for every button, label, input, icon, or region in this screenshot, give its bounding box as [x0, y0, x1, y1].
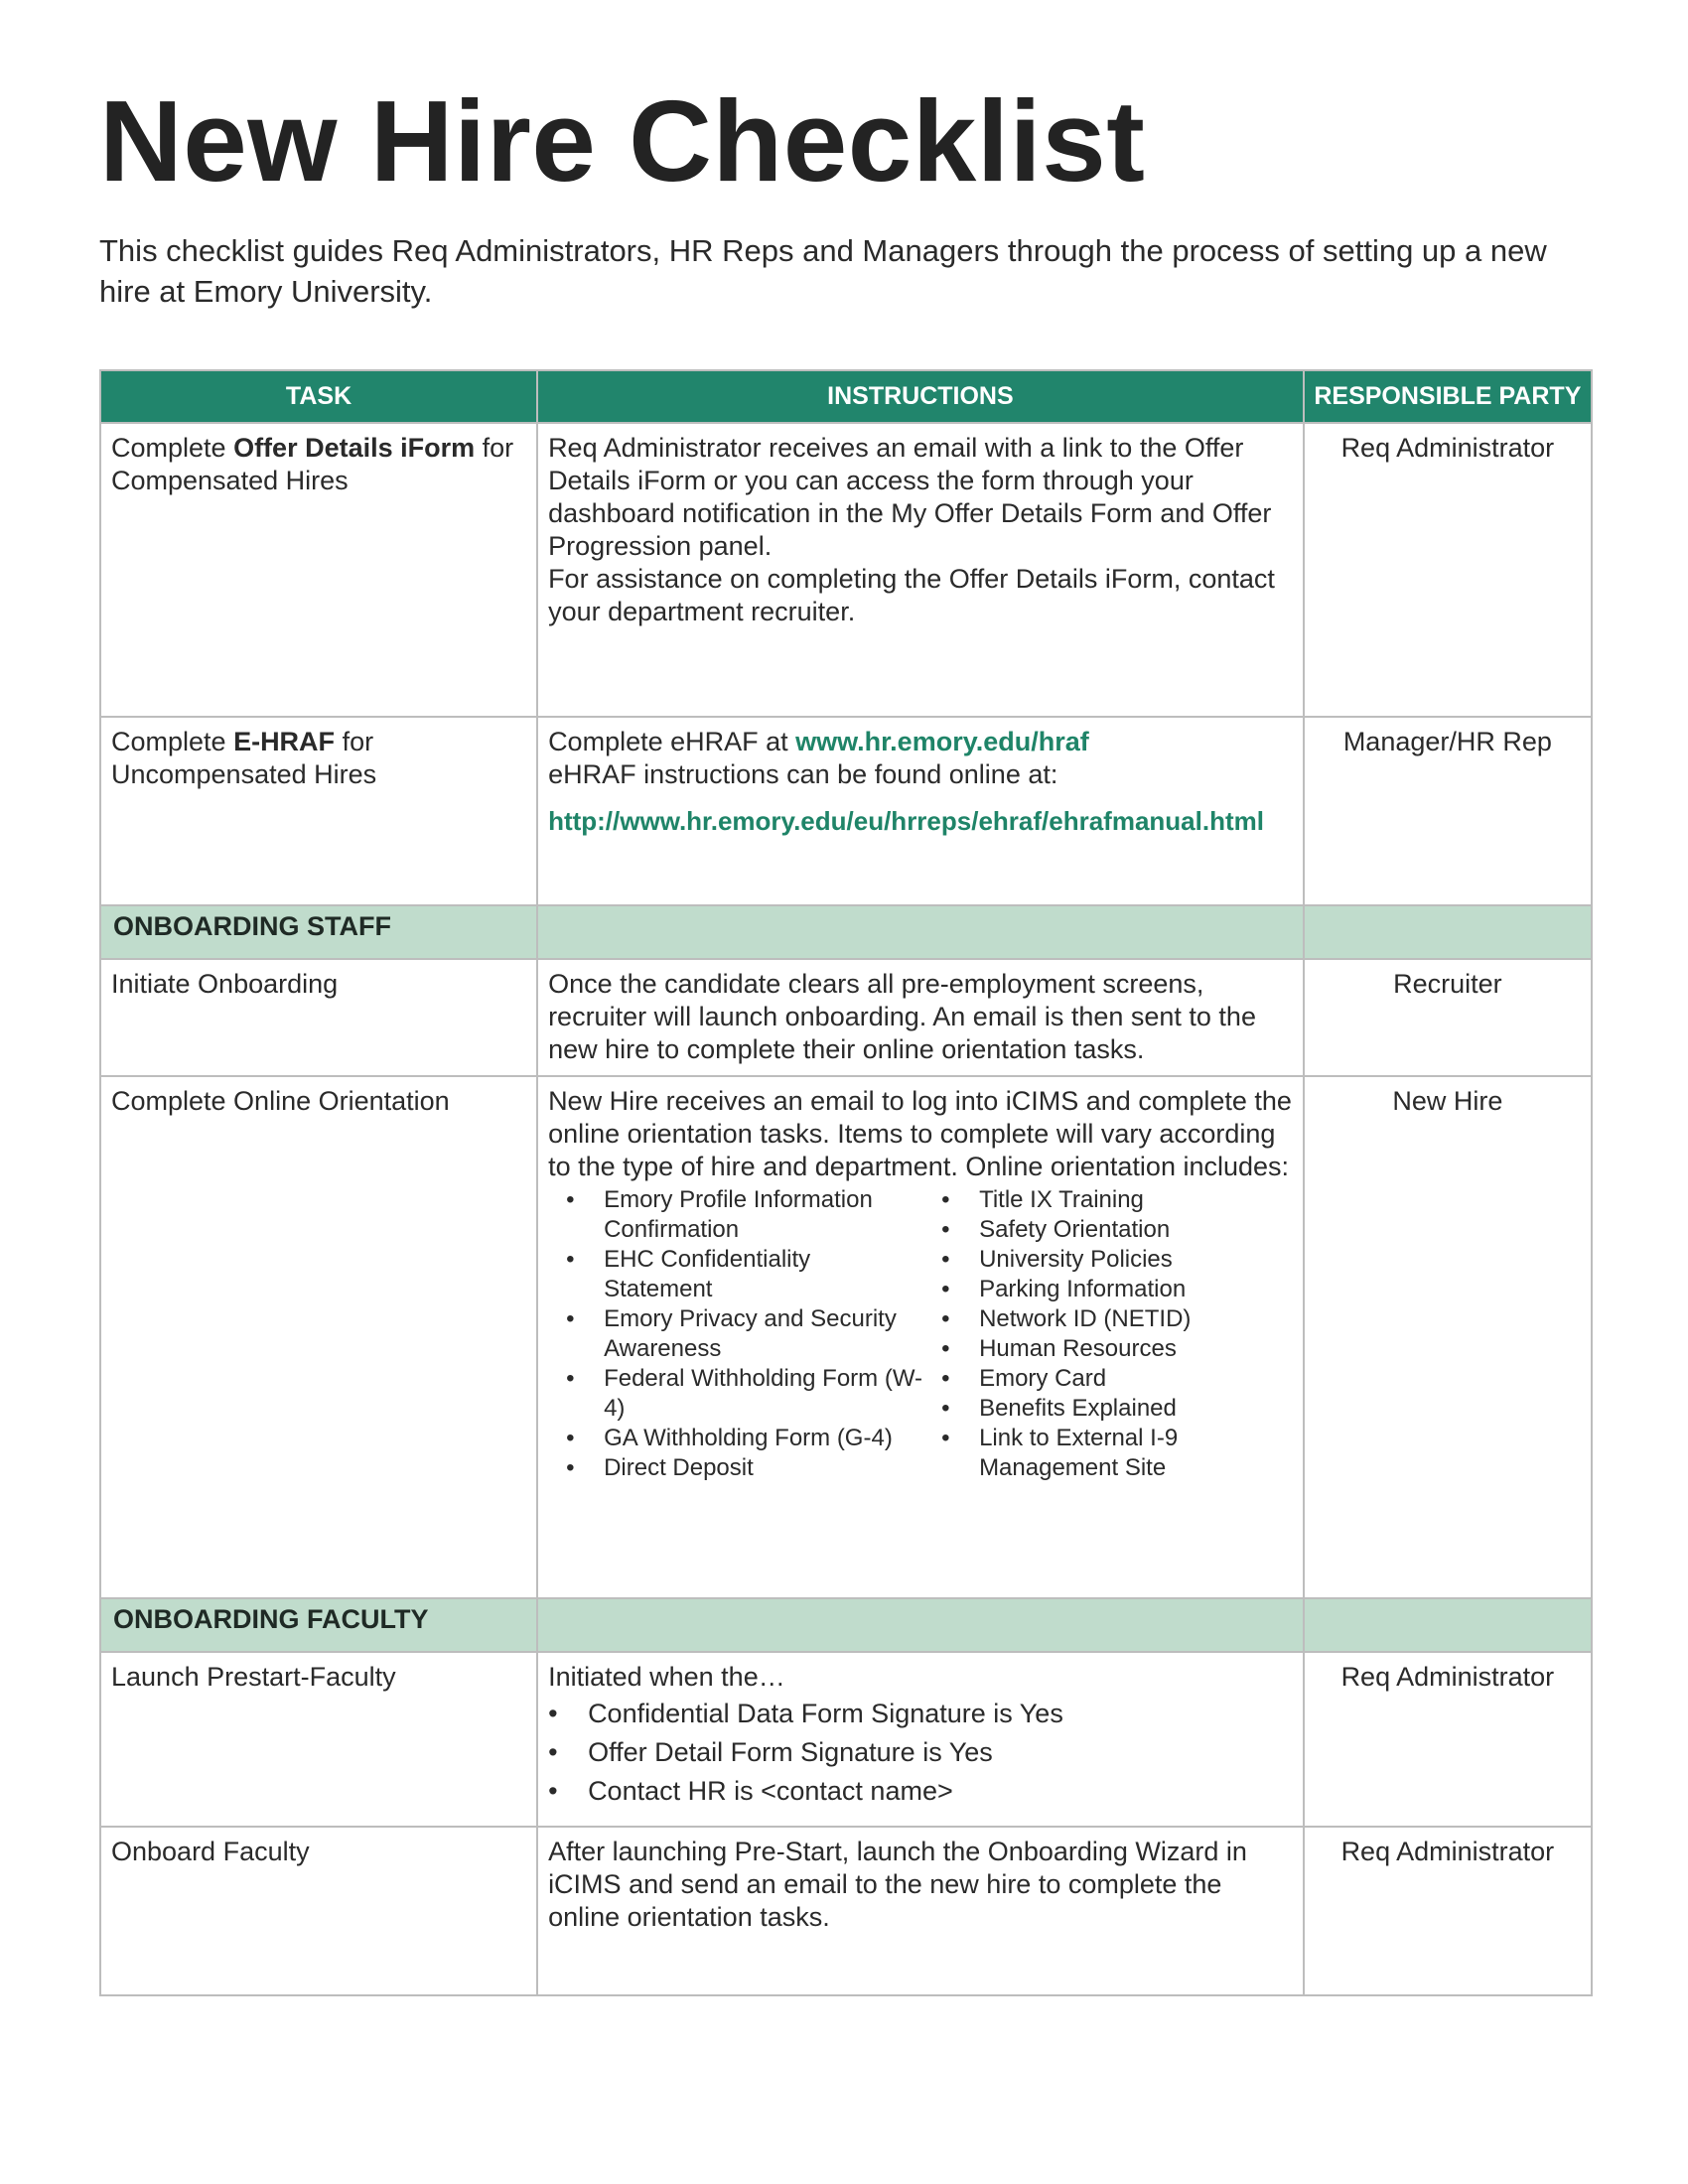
instructions-cell: [537, 1652, 1304, 1827]
task-cell: Launch Prestart-Faculty: [100, 1652, 537, 1827]
table-row: [100, 423, 1592, 717]
instructions-text: For assistance on completing the Offer Details iForm, contact your department recruiter.: [548, 564, 1275, 626]
list-item: • Offer Detail Form Signature is Yes: [548, 1736, 1293, 1769]
section-row-onboarding-staff: [100, 905, 1592, 959]
table-row: [100, 717, 1592, 905]
instructions-cell: [537, 423, 1304, 717]
task-cell: Initiate Onboarding: [100, 959, 537, 1076]
section-title: ONBOARDING FACULTY: [100, 1598, 537, 1652]
header-instructions: INSTRUCTIONS: [537, 370, 1304, 423]
orientation-list-right: [923, 1185, 1261, 1483]
table-row: [100, 959, 1592, 1076]
responsible-party-cell: New Hire: [1304, 1076, 1592, 1598]
instructions-cell: [537, 717, 1304, 905]
task-bold: E-HRAF: [233, 727, 336, 756]
responsible-party-cell: Req Administrator: [1304, 423, 1592, 717]
list-item: • Contact HR is <contact name>: [548, 1775, 1293, 1808]
list-item: • Network ID (NETID): [923, 1304, 1261, 1334]
task-bold: Offer Details iForm: [233, 433, 476, 463]
section-spacer: [537, 905, 1304, 959]
task-cell: Complete Online Orientation: [100, 1076, 537, 1598]
task-text: Complete: [111, 727, 234, 756]
task-text: for Compensated Hires: [111, 433, 514, 495]
checklist-table: [99, 369, 1593, 1996]
instructions-cell: After launching Pre-Start, launch the Onboarding Wizard in iCIMS and send an email to the new hire to complete the online orientation tasks.: [537, 1827, 1304, 1995]
table-row: [100, 1827, 1592, 1995]
list-item: • Emory Privacy and Security Awareness: [548, 1304, 923, 1364]
responsible-party-cell: Req Administrator: [1304, 1652, 1592, 1827]
responsible-party-cell: Manager/HR Rep: [1304, 717, 1592, 905]
list-item: • Parking Information: [923, 1275, 1261, 1304]
orientation-list-left: [548, 1185, 923, 1483]
task-cell: [100, 423, 537, 717]
orientation-list: [548, 1185, 1293, 1483]
instructions-text: New Hire receives an email to log into iCIMS and complete the online orientation tasks. Items to complete will vary according to the type of hire and department. Online orientation includes:: [548, 1086, 1292, 1181]
section-spacer: [537, 1598, 1304, 1652]
hraf-link[interactable]: www.hr.emory.edu/hraf: [795, 727, 1089, 756]
table-row: [100, 1076, 1592, 1598]
list-item: • Safety Orientation: [923, 1215, 1261, 1245]
section-title: ONBOARDING STAFF: [100, 905, 537, 959]
intro-paragraph: This checklist guides Req Administrators, HR Reps and Managers through the process of setting up a new hire at Emory University.: [99, 233, 1547, 309]
list-item: • Link to External I-9 Management Site: [923, 1424, 1261, 1483]
list-item: • Emory Profile Information Confirmation: [548, 1185, 923, 1245]
table-header-row: [100, 370, 1592, 423]
page-title: New Hire Checklist: [99, 76, 1146, 205]
list-item: • GA Withholding Form (G-4): [548, 1424, 923, 1453]
list-item: • Federal Withholding Form (W-4): [548, 1364, 923, 1424]
instructions-text: Req Administrator receives an email with a link to the Offer Details iForm or you can access the form through your dashboard notification in the My Offer Details Form and Offer Progression panel.: [548, 433, 1272, 561]
section-row-onboarding-faculty: [100, 1598, 1592, 1652]
list-item: • Emory Card: [923, 1364, 1261, 1394]
ehraf-manual-link[interactable]: http://www.hr.emory.edu/eu/hrreps/ehraf/ehrafmanual.html: [548, 806, 1264, 836]
responsible-party-cell: Recruiter: [1304, 959, 1592, 1076]
task-cell: Onboard Faculty: [100, 1827, 537, 1995]
prestart-conditions-list: [548, 1698, 1293, 1808]
list-item: • Direct Deposit: [548, 1453, 923, 1483]
list-item: • Title IX Training: [923, 1185, 1261, 1215]
instructions-text: Initiated when the…: [548, 1662, 785, 1692]
instructions-cell: Once the candidate clears all pre-employment screens, recruiter will launch onboarding. An email is then sent to the new hire to complete their online orientation tasks.: [537, 959, 1304, 1076]
section-spacer: [1304, 905, 1592, 959]
task-text: Complete: [111, 433, 234, 463]
header-task: TASK: [100, 370, 537, 423]
instructions-text: Complete eHRAF at: [548, 727, 796, 756]
header-responsible-party: RESPONSIBLE PARTY: [1304, 370, 1592, 423]
instructions-cell: [537, 1076, 1304, 1598]
list-item: • University Policies: [923, 1245, 1261, 1275]
list-item: • Human Resources: [923, 1334, 1261, 1364]
list-item: • Benefits Explained: [923, 1394, 1261, 1424]
instructions-text: eHRAF instructions can be found online at:: [548, 759, 1058, 789]
task-cell: [100, 717, 537, 905]
list-item: • EHC Confidentiality Statement: [548, 1245, 923, 1304]
table-row: [100, 1652, 1592, 1827]
task-text: for Uncompensated Hires: [111, 727, 377, 789]
section-spacer: [1304, 1598, 1592, 1652]
list-item: • Confidential Data Form Signature is Yes: [548, 1698, 1293, 1730]
responsible-party-cell: Req Administrator: [1304, 1827, 1592, 1995]
